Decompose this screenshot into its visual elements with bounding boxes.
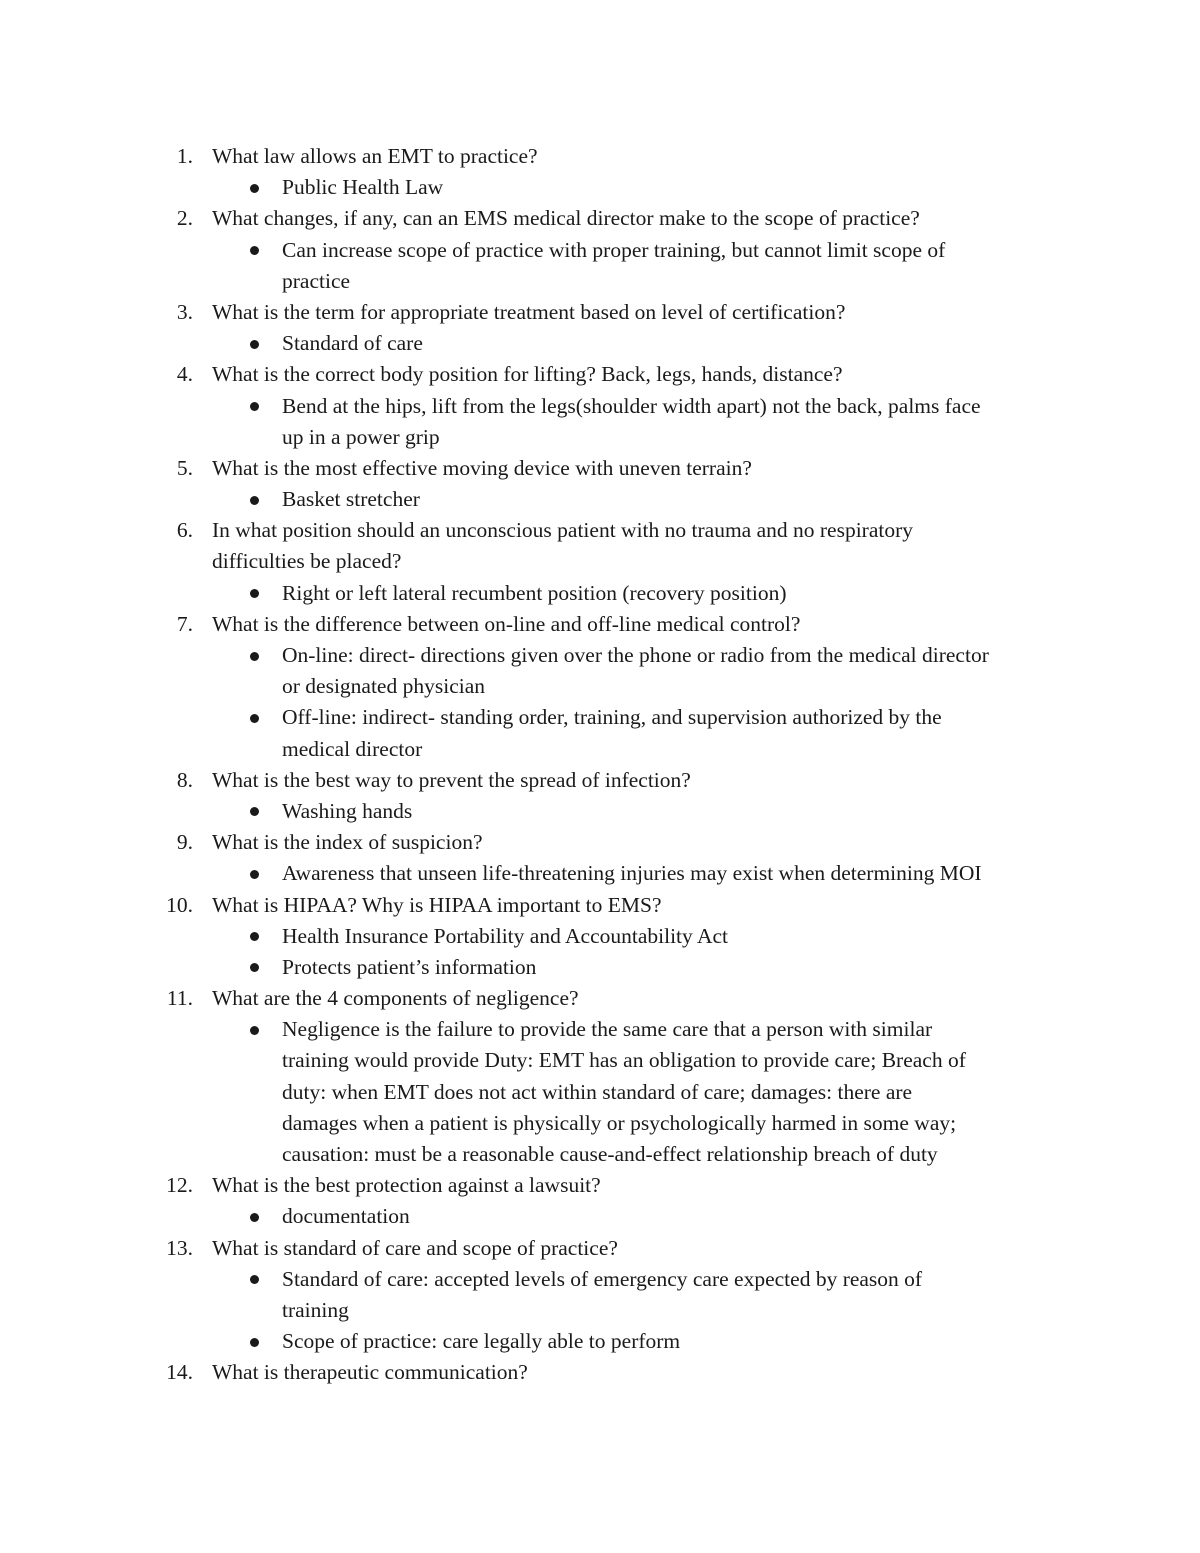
question-item xyxy=(0,141,1200,203)
answer-line xyxy=(0,328,1200,359)
question-line xyxy=(0,359,1200,390)
question-item xyxy=(0,983,1200,1170)
answer-line xyxy=(0,921,1200,952)
question-line xyxy=(0,983,1200,1014)
answer-text: practice xyxy=(282,268,351,293)
question-item xyxy=(0,515,1200,609)
question-text: What are the 4 components of negligence? xyxy=(212,986,579,1011)
bullet-icon xyxy=(250,714,259,723)
question-line xyxy=(0,546,1200,577)
question-line xyxy=(0,203,1200,234)
answer-line xyxy=(0,1045,1200,1076)
answer-text: medical director xyxy=(282,736,423,761)
question-number: 9. xyxy=(176,830,193,855)
question-item xyxy=(0,203,1200,297)
question-text: What is standard of care and scope of practice? xyxy=(212,1235,618,1260)
answer-line xyxy=(0,172,1200,203)
answer-text: Can increase scope of practice with proper training, but cannot limit scope of xyxy=(282,237,946,262)
question-number: 3. xyxy=(176,299,193,324)
answer-line xyxy=(0,702,1200,733)
answer-item xyxy=(0,1264,1200,1326)
question-line xyxy=(0,609,1200,640)
answer-text: Right or left lateral recumbent position (recovery position) xyxy=(282,580,787,605)
bullet-icon xyxy=(250,340,259,349)
answer-line xyxy=(0,640,1200,671)
answer-item xyxy=(0,484,1200,515)
question-item xyxy=(0,765,1200,827)
question-number: 8. xyxy=(176,767,193,792)
bullet-icon xyxy=(250,807,259,816)
answer-text: Protects patient’s information xyxy=(282,954,537,979)
answer-text: causation: must be a reasonable cause-and-effect relationship breach of duty xyxy=(282,1142,938,1166)
answer-text: Basket stretcher xyxy=(282,487,420,512)
question-item xyxy=(0,1357,1200,1388)
bullet-icon xyxy=(250,496,259,505)
question-item xyxy=(0,297,1200,359)
bullet-icon xyxy=(250,589,259,598)
answer-text: duty: when EMT does not act within standard of care; damages: there are xyxy=(282,1079,913,1104)
question-text: What is the term for appropriate treatment based on level of certification? xyxy=(212,299,846,324)
answer-line xyxy=(0,391,1200,422)
answer-line xyxy=(0,235,1200,266)
answer-text: training would provide Duty: EMT has an obligation to provide care; Breach of xyxy=(282,1048,966,1073)
answer-text: or designated physician xyxy=(282,674,486,699)
answer-text: Public Health Law xyxy=(282,175,444,200)
answer-item xyxy=(0,578,1200,609)
answer-line xyxy=(0,1077,1200,1108)
question-line xyxy=(0,1357,1200,1388)
bullet-icon xyxy=(250,246,259,255)
question-line xyxy=(0,1233,1200,1264)
bullet-icon xyxy=(250,402,259,411)
answer-line xyxy=(0,422,1200,453)
answer-text: documentation xyxy=(282,1204,410,1229)
question-number: 2. xyxy=(176,206,193,231)
answer-item xyxy=(0,1014,1200,1170)
question-item xyxy=(0,890,1200,984)
bullet-icon xyxy=(250,1213,259,1222)
answer-line xyxy=(0,1014,1200,1045)
answer-line xyxy=(0,578,1200,609)
answer-line xyxy=(0,266,1200,297)
question-line xyxy=(0,827,1200,858)
question-text: In what position should an unconscious patient with no trauma and no respiratory xyxy=(212,518,914,543)
question-line xyxy=(0,1170,1200,1201)
question-number: 14. xyxy=(166,1360,193,1385)
question-number: 4. xyxy=(176,362,193,387)
bullet-icon xyxy=(250,870,259,879)
question-number: 12. xyxy=(166,1173,193,1198)
answer-text: Standard of care: accepted levels of emergency care expected by reason of xyxy=(282,1266,923,1291)
question-text: What is the difference between on-line and off-line medical control? xyxy=(212,611,801,636)
answer-text: damages when a patient is physically or psychologically harmed in some way; xyxy=(282,1110,957,1135)
bullet-icon xyxy=(250,652,259,661)
question-text: What is the most effective moving device with uneven terrain? xyxy=(212,455,752,480)
question-text: What is the best way to prevent the spread of infection? xyxy=(212,767,691,792)
answer-item xyxy=(0,172,1200,203)
question-text: What is the best protection against a lawsuit? xyxy=(212,1173,601,1198)
question-line xyxy=(0,890,1200,921)
bullet-icon xyxy=(250,932,259,941)
answer-item xyxy=(0,702,1200,764)
answer-line xyxy=(0,1264,1200,1295)
answer-item xyxy=(0,1326,1200,1357)
question-number: 7. xyxy=(176,611,193,636)
question-line xyxy=(0,141,1200,172)
answer-line xyxy=(0,796,1200,827)
answer-line xyxy=(0,858,1200,889)
answer-item xyxy=(0,858,1200,889)
question-text: What is HIPAA? Why is HIPAA important to EMS? xyxy=(212,892,662,917)
question-item xyxy=(0,359,1200,453)
question-item xyxy=(0,609,1200,765)
answer-text: Off-line: indirect- standing order, training, and supervision authorized by the xyxy=(282,705,942,730)
answer-text: up in a power grip xyxy=(282,424,440,449)
answer-line xyxy=(0,1139,1200,1170)
answer-text: Bend at the hips, lift from the legs(shoulder width apart) not the back, palms face xyxy=(282,393,981,418)
question-text: What is the index of suspicion? xyxy=(212,830,483,855)
answer-item xyxy=(0,640,1200,702)
question-text: What law allows an EMT to practice? xyxy=(212,144,538,168)
question-text: What changes, if any, can an EMS medical director make to the scope of practice? xyxy=(212,206,920,231)
answer-line xyxy=(0,1108,1200,1139)
question-text: What is the correct body position for lifting? Back, legs, hands, distance? xyxy=(212,362,843,387)
answer-text: training xyxy=(282,1297,349,1322)
answer-text: Standard of care xyxy=(282,331,423,356)
bullet-icon xyxy=(250,184,259,193)
answer-line xyxy=(0,734,1200,765)
answer-text: Washing hands xyxy=(282,798,413,823)
question-item xyxy=(0,827,1200,889)
answer-text: Awareness that unseen life-threatening injuries may exist when determining MOI xyxy=(282,861,982,886)
document-page xyxy=(0,141,1200,1389)
question-text: What is therapeutic communication? xyxy=(212,1360,528,1385)
bullet-icon xyxy=(250,1026,259,1035)
answer-text: Health Insurance Portability and Accountability Act xyxy=(282,923,729,948)
answer-item xyxy=(0,235,1200,297)
answer-item xyxy=(0,796,1200,827)
answer-item xyxy=(0,921,1200,952)
question-item xyxy=(0,1170,1200,1232)
answer-item xyxy=(0,1201,1200,1232)
answer-item xyxy=(0,391,1200,453)
bullet-icon xyxy=(250,963,259,972)
answer-line xyxy=(0,1201,1200,1232)
question-text: difficulties be placed? xyxy=(212,549,402,574)
answer-line xyxy=(0,484,1200,515)
bullet-icon xyxy=(250,1275,259,1284)
question-number: 1. xyxy=(176,144,193,168)
answer-text: On-line: direct- directions given over the phone or radio from the medical director xyxy=(282,643,989,667)
question-number: 11. xyxy=(166,986,193,1011)
question-number: 5. xyxy=(176,455,193,480)
question-line xyxy=(0,297,1200,328)
question-line xyxy=(0,453,1200,484)
answer-text: Scope of practice: care legally able to perform xyxy=(282,1329,681,1354)
answer-line xyxy=(0,671,1200,702)
question-line xyxy=(0,515,1200,546)
answer-item xyxy=(0,328,1200,359)
answer-text: Negligence is the failure to provide the same care that a person with similar xyxy=(282,1017,933,1042)
answer-item xyxy=(0,952,1200,983)
question-number: 13. xyxy=(166,1235,193,1260)
question-number: 6. xyxy=(176,518,193,543)
answer-line xyxy=(0,1295,1200,1326)
question-item xyxy=(0,1233,1200,1358)
bullet-icon xyxy=(250,1338,259,1347)
answer-line xyxy=(0,952,1200,983)
answer-line xyxy=(0,1326,1200,1357)
question-number: 10. xyxy=(166,892,193,917)
question-item xyxy=(0,453,1200,515)
question-line xyxy=(0,765,1200,796)
